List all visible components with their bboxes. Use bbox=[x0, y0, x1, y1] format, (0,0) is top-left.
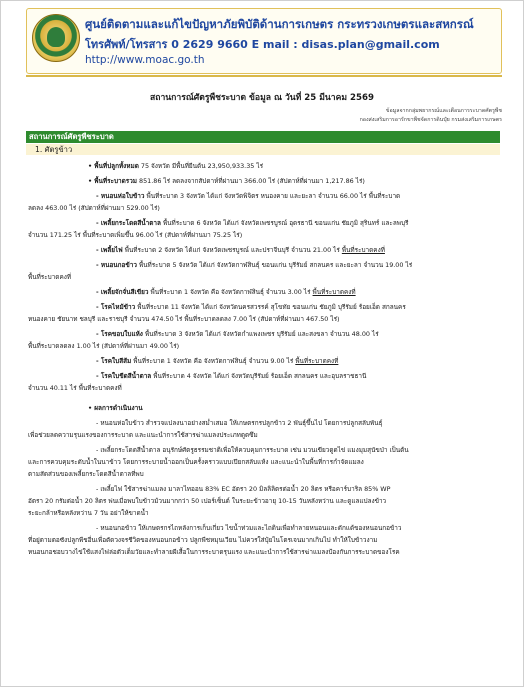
item-orange-leaf: - โรคใบสีส้ม พื้นที่ระบาด 1 จังหวัด คือ จังหวัดกาฬสินธุ์ จำนวน 9.00 ไร่ พื้นที่ระบาดคงที่ bbox=[96, 357, 339, 365]
source-line-1: ข้อมูลจากกลุ่มพยากรณ์และเตือนการระบาดศัตรูพืช bbox=[385, 108, 502, 114]
result-thrips-1: - เพลี้ยไฟ ใช้สารฆ่าแมลง มาลาไทออน 83% EC อัตรา 20 มิลลิลิตรต่อน้ำ 20 ลิตร หรือคาร์บาริล 85% WP bbox=[96, 485, 391, 493]
item-rice-blast-cont: หนองคาย ชัยนาท ชลบุรี และราชบุรี จำนวน 474.50 ไร่ พื้นที่ระบาดลดลง 7.00 ไร่ (สัปดาห์ที่ผ่านมา 467.50 ไร่) bbox=[28, 315, 340, 323]
result-brown-planthopper-2: และการควบคุมระดับน้ำในนาข้าว โดยการระบายน้ำออกเป็นครั้งคราวแบบเปียกสลับแห้ง และแนะนำในพื้นที่การกำจัดแมลง bbox=[28, 458, 364, 466]
letterhead-contact: โทรศัพท์/โทรสาร 0 2629 9660 E mail : disas.plan@gmail.com bbox=[85, 38, 440, 51]
item-leaf-folder-cont: ลดลง 463.00 ไร่ (สัปดาห์ที่ผ่านมา 529.00 ไร่) bbox=[28, 204, 160, 212]
result-brown-planthopper-3: ตามสัดส่วนของเพลี้ยกระโดดสีน้ำตาลที่พบ bbox=[28, 470, 144, 478]
item-narrow-brown-spot-cont: จำนวน 40.11 ไร่ พื้นที่ระบาดคงที่ bbox=[28, 384, 122, 392]
result-leaf-folder-1: - หนอนห่อใบข้าว สำรวจแปลงนาอย่างสม่ำเสมอ ให้เกษตรกรปลูกข้าว 2 พันธุ์ขึ้นไป โดยการปลูกสลับพันธุ์ bbox=[96, 419, 383, 427]
letterhead-org-name: ศูนย์ติดตามและแก้ไขปัญหาภัยพิบัติด้านการเกษตร กระทรวงเกษตรและสหกรณ์ bbox=[85, 17, 474, 31]
item-green-leafhopper: - เพลี้ยจักจั่นสีเขียว พื้นที่ระบาด 1 จังหวัด คือ จังหวัดกาฬสินธุ์ จำนวน 3.00 ไร่ พื้นที่ระบาดคงที่ bbox=[96, 288, 356, 296]
header-divider bbox=[26, 75, 502, 77]
item-bacterial-leaf-blight: - โรคขอบใบแห้ง พื้นที่ระบาด 3 จังหวัด ได้แก่ จังหวัดกำแพงเพชร บุรีรัมย์ และสงขลา จำนวน 48.00 ไร่ bbox=[96, 330, 379, 338]
result-leaf-folder-2: เพื่อช่วยลดความรุนแรงของการระบาด และแนะนำการใช้สารฆ่าแมลงประเภทดูดซึม bbox=[28, 431, 258, 439]
letterhead bbox=[26, 8, 502, 74]
item-leaf-folder: - หนอนห่อใบข้าว พื้นที่ระบาด 3 จังหวัด ได้แก่ จังหวัดพิจิตร หนองคาย และยะลา จำนวน 66.00 ไร่ พื้นที่ระบาด bbox=[96, 192, 401, 200]
item-bacterial-leaf-blight-cont: พื้นที่ระบาดลดลง 1.00 ไร่ (สัปดาห์ที่ผ่านมา 49.00 ไร่) bbox=[28, 342, 180, 350]
item-brown-planthopper: - เพลี้ยกระโดดสีน้ำตาล พื้นที่ระบาด 6 จังหวัด ได้แก่ จังหวัดเพชรบูรณ์ อุดรธานี ขอนแก่น ชัยภูมิ สุรินทร์ และลพบุรี bbox=[96, 219, 409, 227]
result-stem-borer-2: ที่อยู่ตามตอซังปลูกพืชอื่นเพื่อตัดวงจรชีวิตของหนอนกอข้าว ปลูกพืชหมุนเวียน ไม่ควรใส่ปุ๋ยไนโตรเจนมากเกินไป ทำให้ใบข้าวงาม bbox=[28, 536, 378, 544]
result-thrips-3: ระยะกล้าหรือหลังหว่าน 7 วัน อย่าให้ขาดน้ำ bbox=[28, 509, 149, 517]
results-heading: • ผลการดำเนินงาน bbox=[88, 404, 143, 412]
section-heading: สถานการณ์ศัตรูพืชระบาด bbox=[26, 131, 500, 143]
item-outbreak-total: • พื้นที่ระบาดรวม 851.86 ไร่ ลดลงจากสัปดาห์ที่ผ่านมา 366.00 ไร่ (สัปดาห์ที่ผ่านมา 1,217.86 ไร่) bbox=[88, 177, 365, 185]
item-rice-blast: - โรคไหม้ข้าว พื้นที่ระบาด 11 จังหวัด ได้แก่ จังหวัดนครสวรรค์ สุโขทัย ขอนแก่น ชัยภูมิ บุรีรัมย์ ร้อยเอ็ด สกลนคร bbox=[96, 303, 406, 311]
item-thrips: - เพลี้ยไฟ พื้นที่ระบาด 2 จังหวัด ได้แก่ จังหวัดเพชรบูรณ์ และปราจีนบุรี จำนวน 21.00 ไร่ พื้นที่ระบาดคงที่ bbox=[96, 246, 385, 254]
item-brown-planthopper-cont: จำนวน 171.25 ไร่ พื้นที่ระบาดเพิ่มขึ้น 96.00 ไร่ (สัปดาห์ที่ผ่านมา 75.25 ไร่) bbox=[28, 231, 243, 239]
letterhead-website: http://www.moac.go.th bbox=[85, 54, 205, 66]
ministry-logo-icon bbox=[32, 14, 80, 62]
source-line-2: กองส่งเสริมการอารักขาพืชจัดการดินปุ๋ย กรมส่งเสริมการเกษตร bbox=[359, 117, 502, 123]
result-stem-borer-3: หนอนกอชอบวางไข่ใช้แสงไฟล่อตัวเต็มวัยและทำลายผีเสื้อในการระบาดรุนแรง และแนะนำการใช้สารฆ่าแมลงป้องกันการระบาดของโรค bbox=[28, 548, 400, 556]
item-stem-borer: - หนอนกอข้าว พื้นที่ระบาด 5 จังหวัด ได้แก่ จังหวัดกาฬสินธุ์ ขอนแก่น บุรีรัมย์ สกลนคร และยะลา จำนวน 19.00 ไร่ bbox=[96, 261, 413, 269]
result-brown-planthopper-1: - เพลี้ยกระโดดสีน้ำตาล อนุรักษ์ศัตรูธรรมชาติเพื่อให้ควบคุมการระบาด เช่น มวนเขียวดูดไข่ แมงมุมสุนัขป่า เป็นต้น bbox=[96, 446, 409, 454]
item-stem-borer-cont: พื้นที่ระบาดคงที่ bbox=[28, 273, 72, 281]
result-stem-borer-1: - หนอนกอข้าว ให้เกษตรกรไถหลังการเก็บเกี่ยว ไขน้ำท่วมและไถดินเพื่อทำลายหนอนและดักแด้ของหนอนกอข้าว bbox=[96, 524, 402, 532]
item-total-area: • พื้นที่ปลูกทั้งหมด 75 จังหวัด มีพื้นที่ยืนต้น 23,950,933.35 ไร่ bbox=[88, 162, 264, 170]
result-thrips-2: อัตรา 20 กรัมต่อน้ำ 20 ลิตร พ่นเมื่อพบใบข้าวม้วนมากกว่า 50 เปอร์เซ็นต์ ในระยะข้าวอายุ 10-15 วันหลังหว่าน และดูแลแปลงข้าว bbox=[28, 497, 387, 505]
item-narrow-brown-spot: - โรคใบขีดสีน้ำตาล พื้นที่ระบาด 4 จังหวัด ได้แก่ จังหวัดบุรีรัมย์ ร้อยเอ็ด สกลนคร และอุบลราชธานี bbox=[96, 372, 367, 380]
subsection-heading: 1. ศัตรูข้าว bbox=[26, 144, 500, 155]
document-title: สถานการณ์ศัตรูพืชระบาด ข้อมูล ณ วันที่ 25 มีนาคม 2569 bbox=[150, 93, 374, 103]
